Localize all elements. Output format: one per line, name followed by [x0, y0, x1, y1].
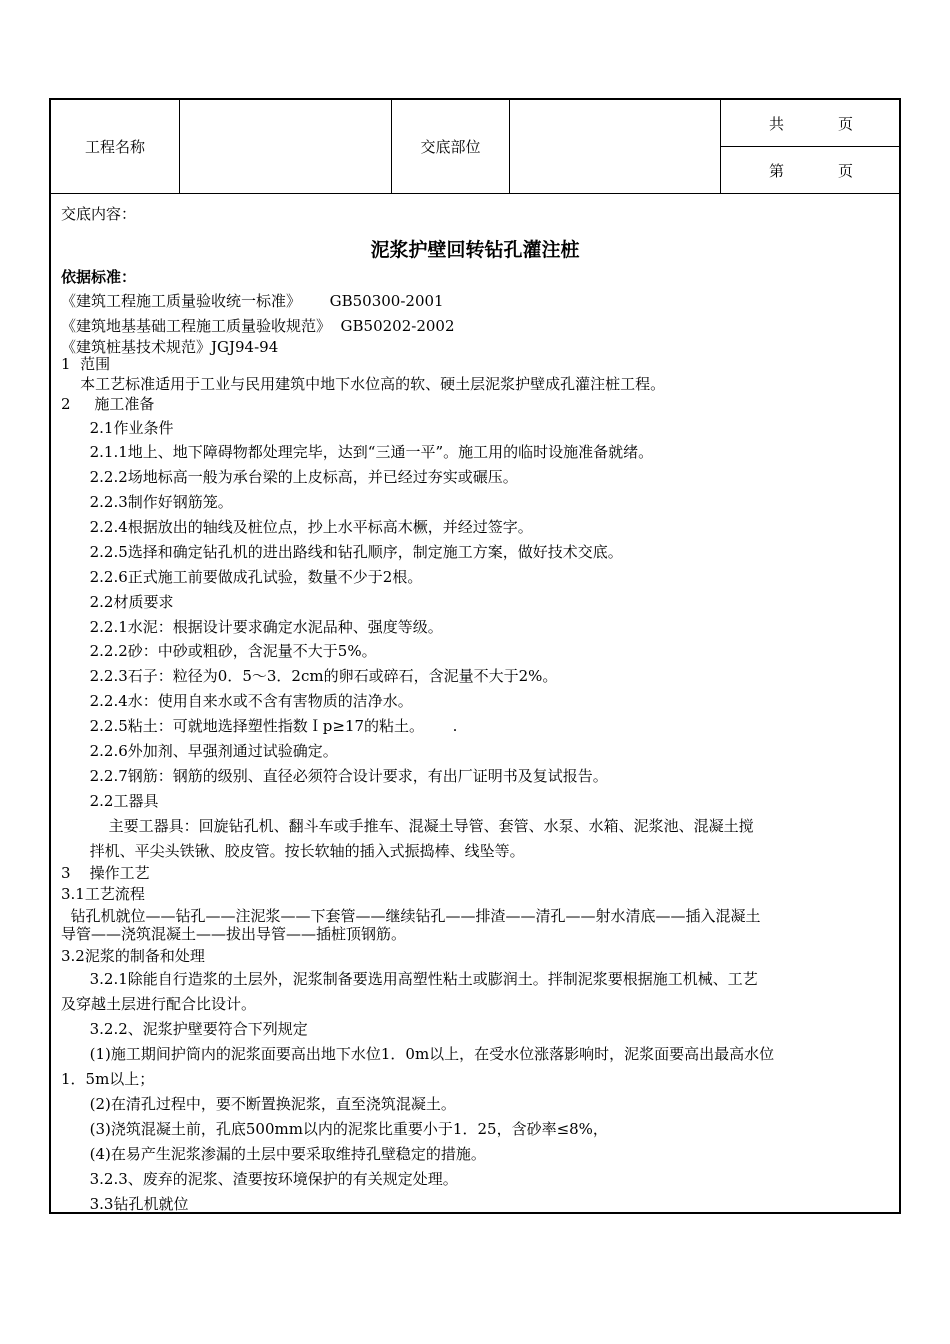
text-line: (2)在清孔过程中，要不断置换泥浆，直至浇筑混凝土。	[61, 1095, 456, 1113]
text-line: 及穿越土层进行配合比设计。	[61, 995, 257, 1013]
document-title: 泥浆护壁回转钻孔灌注桩	[370, 239, 580, 261]
text-line: 3.2.3、废弃的泥浆、渣要按环境保护的有关规定处理。	[61, 1170, 458, 1188]
text-line: 3.1工艺流程	[61, 885, 145, 903]
text-line: 2.2.6正式施工前要做成孔试验，数量不少于2根。	[61, 568, 423, 586]
part-label: 交底部位	[420, 138, 481, 156]
text-line: 2.2.2场地标高一般为承台梁的上皮标高，并已经过夯实或碾压。	[61, 468, 518, 486]
text-line: 3.2.1除能自行造浆的土层外，泥浆制备要选用高塑性粘土或膨润土。拌制泥浆要根据施工机械、工艺	[61, 970, 758, 988]
text-line: (4)在易产生泥浆渗漏的土层中要采取维持孔壁稳定的措施。	[61, 1145, 486, 1163]
text-line: 1 范围	[61, 355, 111, 373]
text-line: 2 施工准备	[61, 395, 155, 413]
standard-2: 《建筑地基基础工程施工质量验收规范》 GB50202-2002	[61, 317, 455, 335]
text-line: 3 操作工艺	[61, 864, 150, 882]
text-line: 2.1作业条件	[61, 419, 174, 437]
text-line: 钻孔机就位——钻孔——注泥浆——下套管——继续钻孔——排渣——清孔——射水清底——插入混凝土	[61, 907, 761, 925]
standard-1: 《建筑工程施工质量验收统一标准》 GB50300-2001	[61, 292, 444, 310]
text-line: 2.2.3制作好钢筋笼。	[61, 493, 233, 511]
text-line: (1)施工期间护筒内的泥浆面要高出地下水位1．0m以上，在受水位涨落影响时，泥浆面要高出最高水位	[61, 1045, 775, 1063]
text-line: 2.2.4根据放出的轴线及桩位点，抄上水平标高木橛，并经过签字。	[61, 518, 533, 536]
text-line: 2.2工器具	[61, 792, 159, 810]
text-line: 导管——浇筑混凝土——拔出导管——插桩顶钢筋。	[61, 925, 407, 943]
text-line: 2.2.6外加剂、早强剂通过试验确定。	[61, 742, 338, 760]
project-name-label: 工程名称	[84, 138, 145, 156]
text-line: 主要工器具：回旋钻孔机、翻斗车或手推车、混凝土导管、套管、水泵、水箱、泥浆池、混凝土搅	[61, 817, 754, 835]
text-line: 2.2.5选择和确定钻孔机的进出路线和钻孔顺序，制定施工方案，做好技术交底。	[61, 543, 623, 561]
text-line: (3)浇筑混凝土前，孔底500mm以内的泥浆比重要小于1．25，含砂率≤8%，	[61, 1120, 608, 1138]
total-pages-prefix: 共	[769, 114, 785, 133]
total-pages-suffix: 页	[838, 114, 854, 133]
text-line: 2.2.7钢筋：钢筋的级别、直径必须符合设计要求，有出厂证明书及复试报告。	[61, 767, 608, 785]
total-pages	[721, 100, 899, 146]
text-line: 拌机、平尖头铁锹、胶皮管。按长软轴的插入式振捣棒、线坠等。	[61, 842, 525, 860]
text-line: 3.3钻孔机就位	[61, 1195, 189, 1213]
text-line: 2.2材质要求	[61, 593, 174, 611]
intro-label: 交底内容：	[61, 205, 137, 223]
form-header	[51, 100, 899, 194]
part-value[interactable]	[510, 100, 720, 193]
text-line: 2.2.2砂：中砂或粗砂，含泥量不大于5%。	[61, 642, 377, 660]
page-number-suffix: 页	[838, 161, 854, 180]
text-line: 本工艺标准适用于工业与民用建筑中地下水位高的软、硬土层泥浆护壁成孔灌注桩工程。	[61, 375, 666, 393]
standard-3: 《建筑桩基技术规范》JGJ94-94	[61, 338, 279, 356]
text-line: 2.2.4水：使用自来水或不含有害物质的洁净水。	[61, 692, 413, 710]
disclosure-form	[49, 98, 901, 1214]
text-line: 2.2.3石子：粒径为0．5～3．2cm的卵石或碎石，含泥量不大于2%。	[61, 667, 558, 685]
basis-label: 依据标准：	[61, 268, 137, 286]
text-line: 2.1.1地上、地下障碍物都处理完毕，达到“三通一平”。施工用的临时设施准备就绪。	[61, 443, 654, 461]
text-line: 3.2.2、泥浆护壁要符合下列规定	[61, 1020, 308, 1038]
text-line: 3.2泥浆的制备和处理	[61, 947, 205, 965]
page-number	[721, 147, 899, 193]
project-name-value[interactable]	[180, 100, 391, 193]
text-line: 2.2.5粘土：可就地选择塑性指数Ｉp≥17的粘土。 .	[61, 717, 458, 735]
text-line: 2.2.1水泥：根据设计要求确定水泥品种、强度等级。	[61, 618, 443, 636]
text-line: 1．5m以上；	[61, 1070, 155, 1088]
page-number-prefix: 第	[769, 161, 785, 180]
